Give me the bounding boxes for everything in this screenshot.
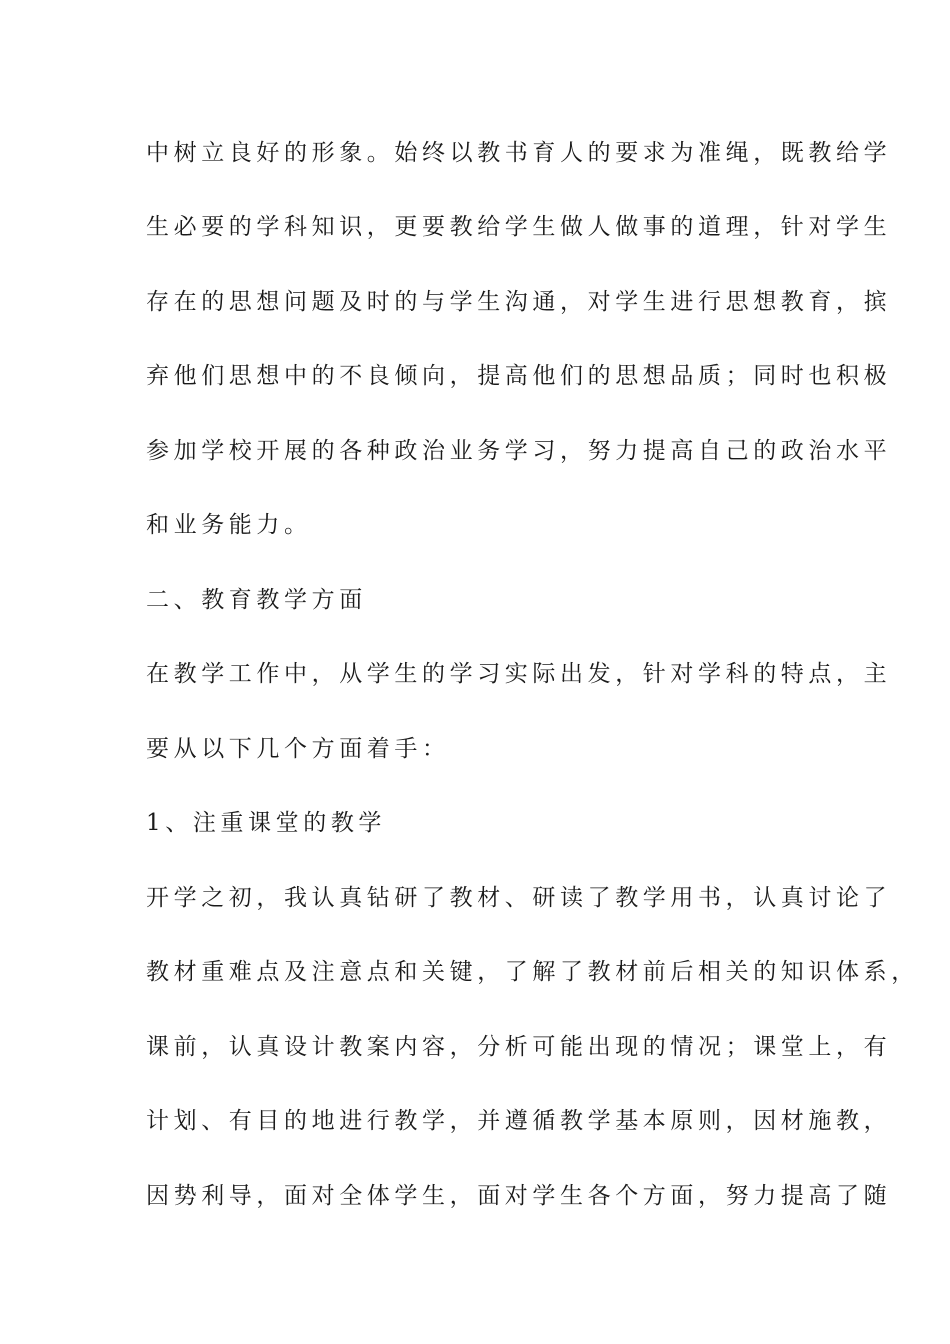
paragraph-line: 在教学工作中，从学生的学习实际出发，针对学科的特点，主 [146,661,892,687]
paragraph-line: 存在的思想问题及时的与学生沟通，对学生进行思想教育，摈 [146,289,892,315]
subsection-heading: 1、注重课堂的教学 [146,810,387,836]
paragraph-line: 因势利导，面对全体学生，面对学生各个方面，努力提高了随 [146,1183,892,1209]
paragraph-line: 要从以下几个方面着手： [146,736,450,762]
paragraph-line: 生必要的学科知识，更要教给学生做人做事的道理，针对学生 [146,214,892,240]
paragraph-line: 开学之初，我认真钻研了教材、研读了教学用书，认真讨论了 [146,885,892,911]
paragraph-line: 课前，认真设计教案内容，分析可能出现的情况；课堂上，有 [146,1034,892,1060]
paragraph-line: 教材重难点及注意点和关键，了解了教材前后相关的知识体系， [146,959,919,985]
section-heading: 二、教育教学方面 [146,587,367,613]
paragraph-line: 计划、有目的地进行教学，并遵循教学基本原则，因材施教， [146,1108,892,1134]
paragraph-line: 弃他们思想中的不良倾向，提高他们的思想品质；同时也积极 [146,363,892,389]
paragraph-line: 参加学校开展的各种政治业务学习，努力提高自己的政治水平 [146,438,892,464]
paragraph-line: 和业务能力。 [146,512,312,538]
paragraph-line: 中树立良好的形象。始终以教书育人的要求为准绳，既教给学 [146,140,892,166]
